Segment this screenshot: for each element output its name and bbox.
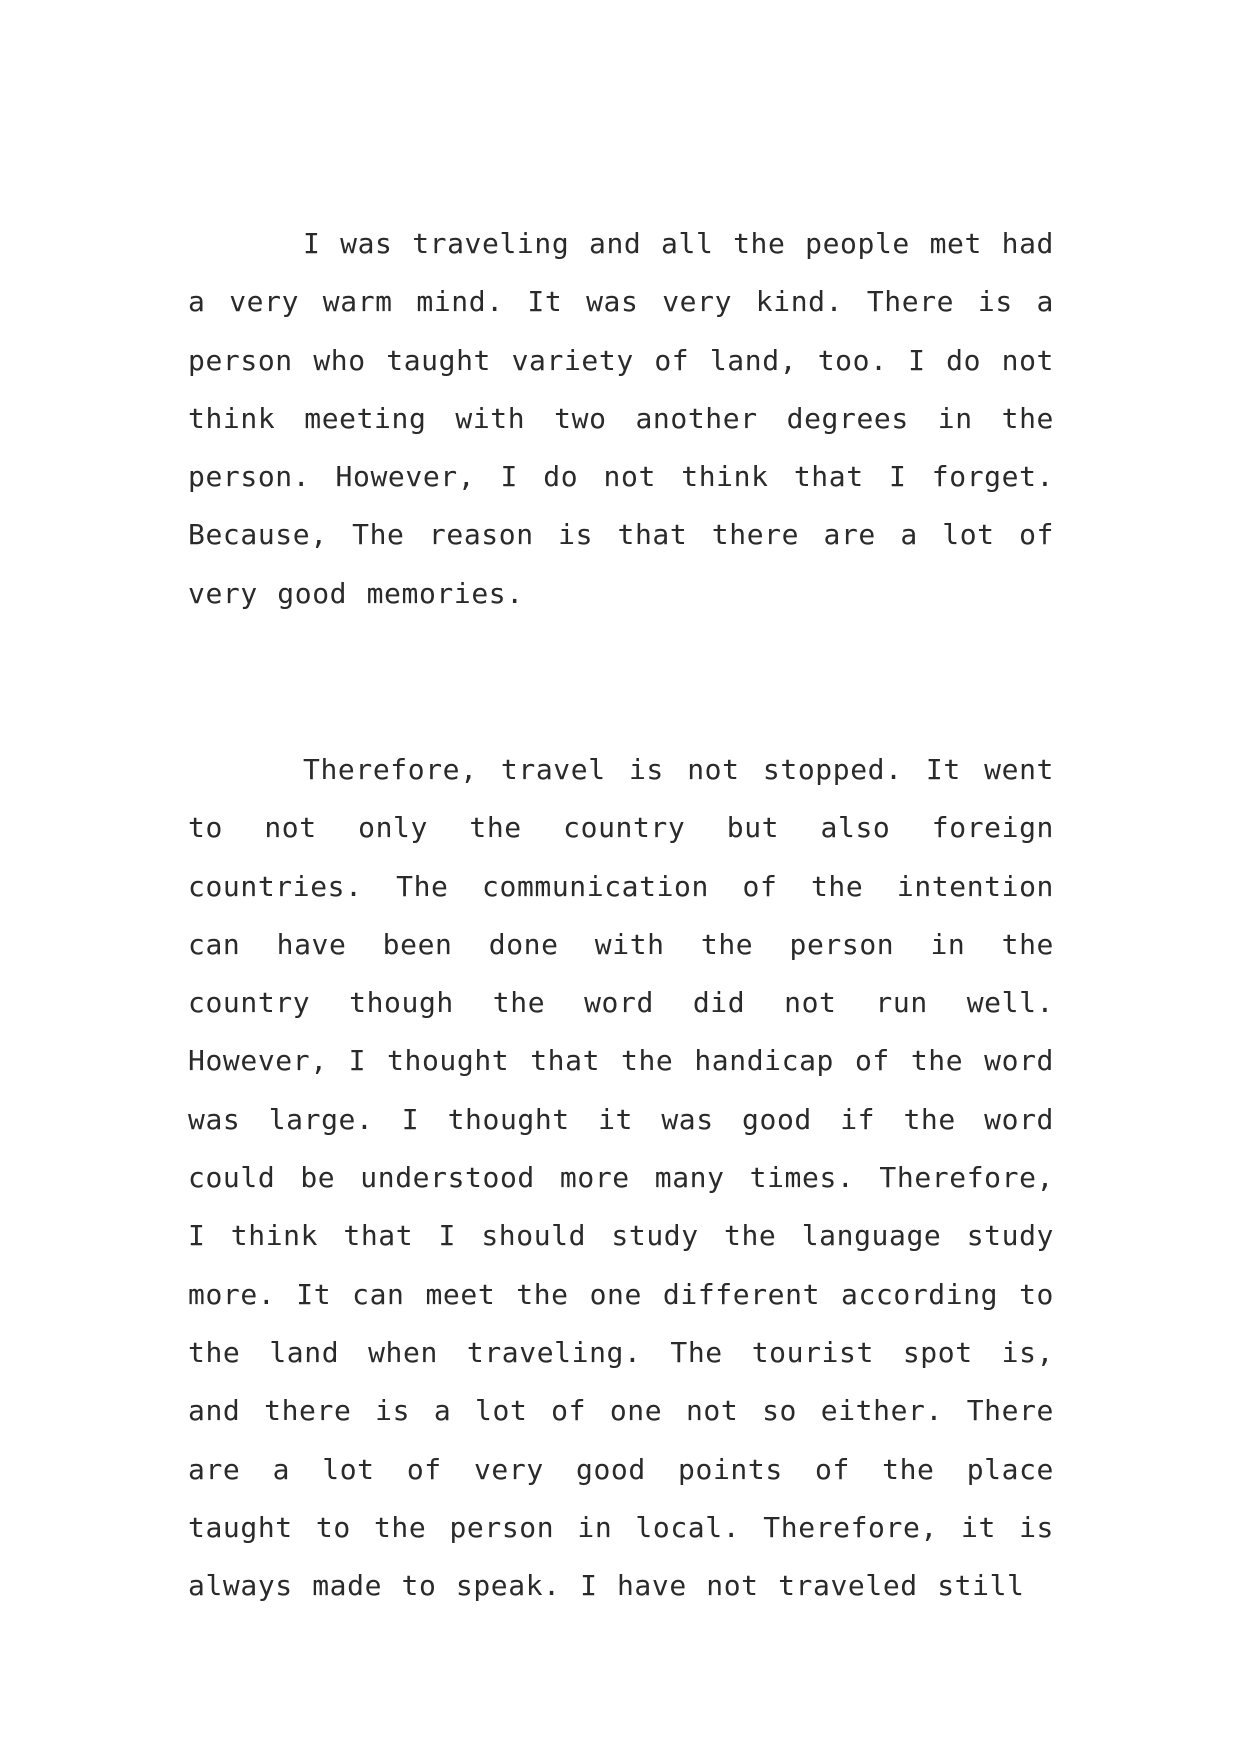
paragraph-language-study: Therefore, travel is not stopped. It went to not only the country but also foreign countries. The communication of the intention can have been done with the person in the country though the word did not run well. However, I thought that the handicap of the word was large. I thought it was good if the word could be understood more many times. Therefore, I think that I should study the language study more. It can meet the one different according to the land when traveling. The tourist spot is, and there is a lot of one not so either. There are a lot of very good points of the place taught to the person in local. Therefore, it is always made to speak. I have not traveled still xyxy=(188,753,1054,1603)
paragraph-traveling-memories: I was traveling and all the people met had a very warm mind. It was very kind. There is a person who taught variety of land, too. I do not think meeting with two another degrees in the person. However, I do not think that I forget. Because, The reason is that there are a lot of very good memories. xyxy=(188,227,1054,610)
